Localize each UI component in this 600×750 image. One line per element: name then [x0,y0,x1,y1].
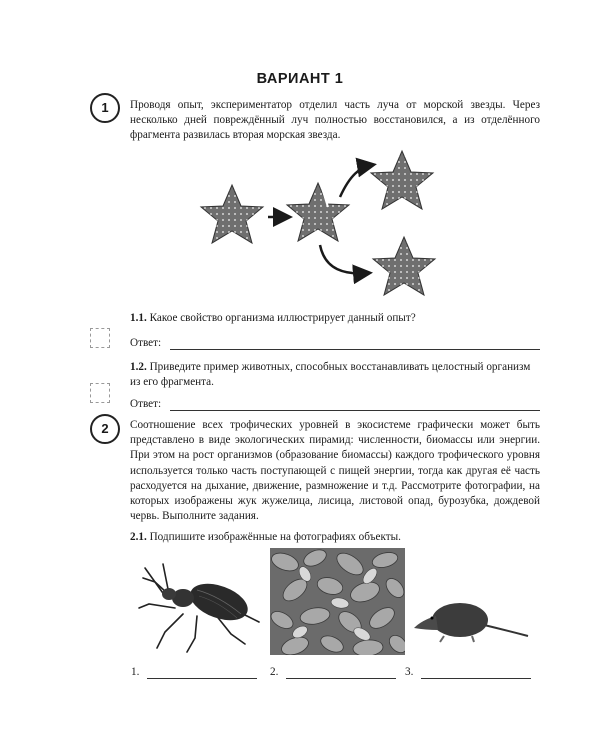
subquestion-1-1 [130,311,550,326]
subquestion-2-1-number: 2.1. [130,531,147,543]
photo-answer-line-3[interactable] [421,677,531,679]
photo-shrew [410,590,530,650]
photo-label-1: 1. [131,666,140,678]
question-number-2: 2 [90,414,120,444]
photo-beetle [135,560,265,655]
starfish-regenerated-top [371,151,433,209]
answer-line-1-1[interactable] [170,348,540,350]
page-title: ВАРИАНТ 1 [256,71,344,87]
subquestion-2-1 [130,530,550,545]
question-number-1: 1 [90,93,120,123]
photo-answer-line-2[interactable] [286,677,396,679]
photo-answer-line-1[interactable] [147,677,257,679]
subquestion-2-1-text: Подпишите изображённые на фотографиях объекты. [149,531,401,543]
subquestion-1-2 [130,360,540,390]
photo-label-3: 3. [405,666,414,678]
starfish-diagram [190,145,450,315]
answer-box-1-1[interactable] [90,328,110,348]
answer-line-1-2[interactable] [170,409,540,411]
answer-box-1-2[interactable] [90,383,110,403]
subquestion-1-1-text: Какое свойство организма иллюстрирует данный опыт? [149,312,416,324]
starfish-cut [287,183,349,241]
subquestion-1-1-number: 1.1. [130,312,147,324]
photo-leaf-litter [270,548,405,655]
question-1-text: Проводя опыт, экспериментатор отделил часть луча от морской звезды. Через несколько дней повреждённый луч полностью восстановился, а из отделённого фрагмента развилась вторая морская звезда. [130,99,540,142]
subquestion-1-2-text: Приведите пример животных, способных восстанавливать целостный организм из его фрагмента. [130,361,531,388]
starfish-regenerated-bottom [373,237,435,295]
answer-label-1-2: Ответ: [130,398,162,410]
starfish-original [201,185,263,243]
arrow-up [340,165,372,197]
subquestion-1-2-number: 1.2. [130,361,147,373]
arrow-down [320,245,368,273]
answer-label-1-1: Ответ: [130,337,162,349]
photo-label-2: 2. [270,666,279,678]
question-2-text: Соотношение всех трофических уровней в экосистеме графически может быть представлено в виде экологических пирамид: численности, биомассы или энергии. При этом на рост организмов (образование биомассы) каждого трофического уровня используется только часть поступающей с пищей энергии, тогда как другая её часть расходуется на дыхание, движение, размножение и т.д. Рассмотрите фотографии, на которых изображены жук жужелица, лисица, листовой опад, бурозубка, дождевой червь. Выполните задания. [130,419,540,523]
